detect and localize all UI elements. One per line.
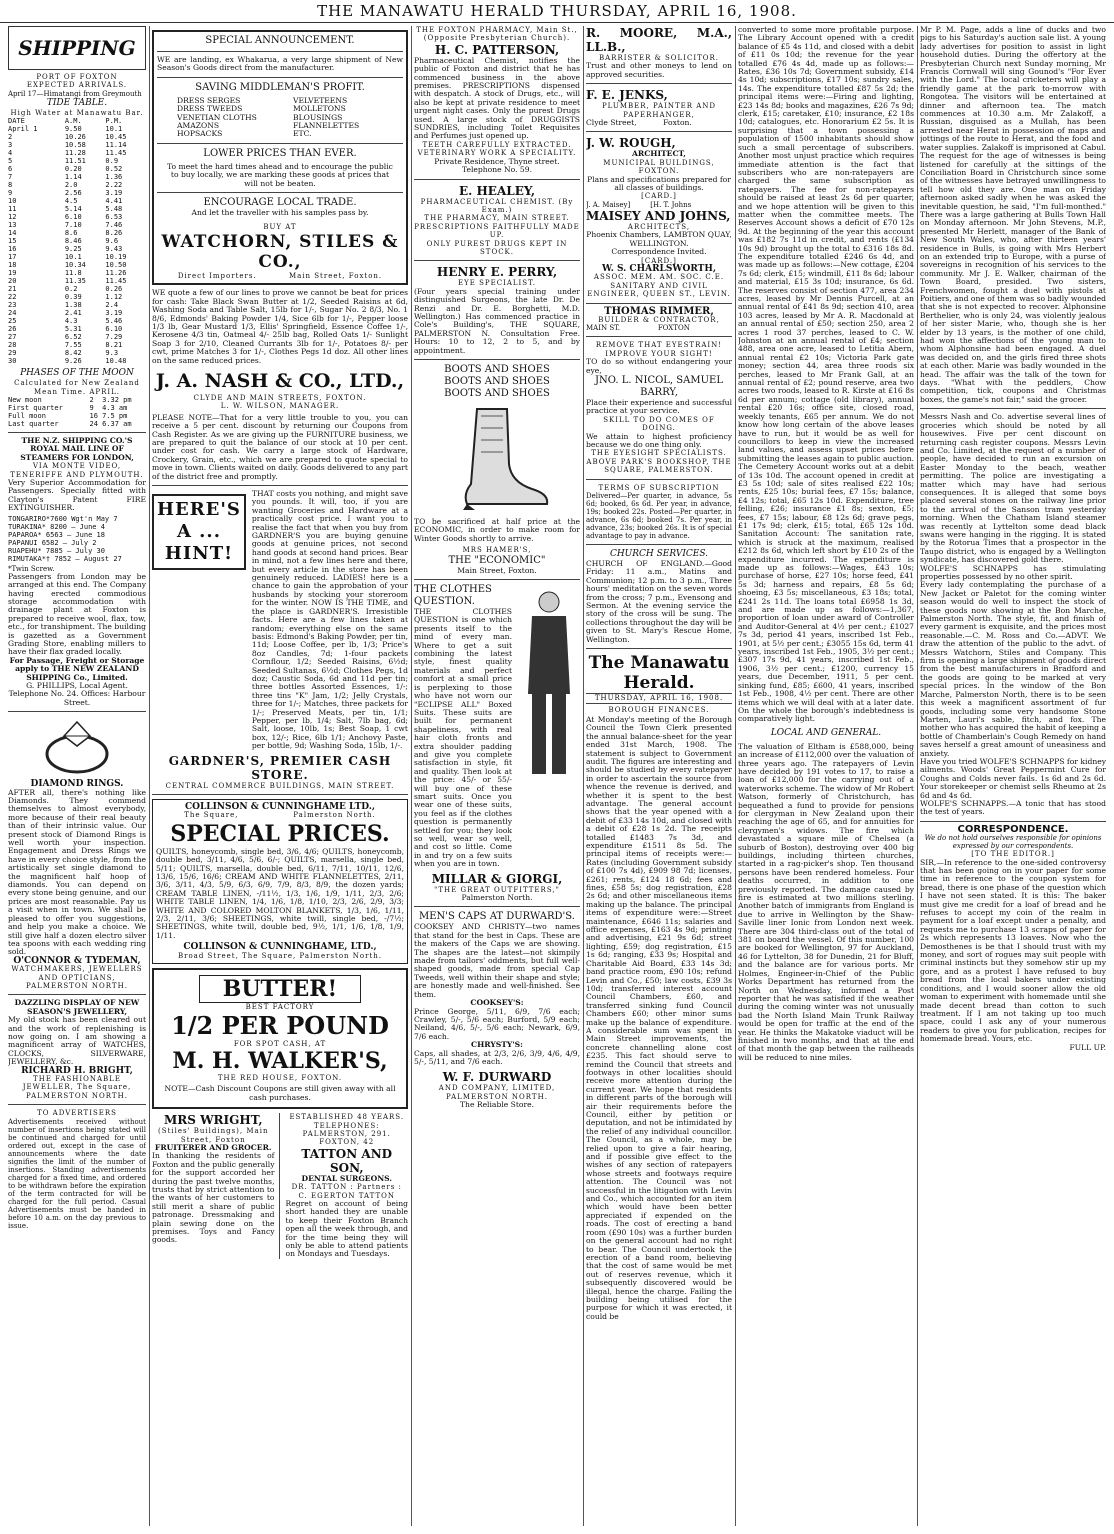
maisey-names: J. A. Maisey] [H. T. Johns xyxy=(586,200,692,209)
column-rule xyxy=(583,26,584,1526)
nash-name: J. A. NASH & CO., LTD., xyxy=(155,369,405,392)
purest-drugs-note: ONLY PUREST DRUGS KEPT IN STOCK. xyxy=(426,239,568,256)
tide-row: 30 9.26 10.48 xyxy=(8,357,127,366)
steamer-entry: RUAPEHU* 7885 — July 30 xyxy=(8,546,105,555)
goods-item: DRESS TWEEDS xyxy=(177,104,243,114)
column-3 xyxy=(414,26,580,1526)
charlsworth-trade: SANITARY AND CIVIL ENGINEER, QUEEN ST., LEVIN. xyxy=(587,281,731,299)
foxton-pharmacy-heading: THE FOXTON PHARMACY, Main St., (Opposite Presbyterian Church). xyxy=(416,26,578,43)
oconnor-tydeman-sub: WATCHMAKERS, JEWELLERS AND OPTICIANS, PALMERSTON NORTH. xyxy=(11,965,143,990)
diamond-ring-illustration xyxy=(22,716,132,776)
tatton-sub: DENTAL SURGEONS. xyxy=(301,1173,393,1183)
jenks-sub: PLUMBER, PAINTER AND PAPERHANGER, xyxy=(601,102,717,119)
perry-sub: EYE SPECIALIST. xyxy=(458,279,536,288)
wolfe-advert-2: WOLFE'S SCHNAPPS.—A tonic that has stood the test of years. xyxy=(920,798,1106,817)
wright-trade: FRUITERER AND GROCER. xyxy=(154,1142,272,1152)
moore-sub: BARRISTER & SOLICITOR. xyxy=(598,54,719,62)
nz-shipping-title: THE N.Z. SHIPPING CO.'S ROYAL MAIL LINE OF STEAMERS FOR LONDON, xyxy=(20,436,134,462)
borough-finances-title: BOROUGH FINANCES. xyxy=(608,705,710,714)
terms-heading: TERMS OF SUBSCRIPTION xyxy=(598,483,720,492)
butter-advert xyxy=(152,968,408,1109)
walker-note: NOTE—Cash Discount Coupons are still given away with all cash purchases. xyxy=(164,1084,396,1102)
tide-row: 9 2.56 3.19 xyxy=(8,189,123,198)
collinson-name-2: COLLINSON & CUNNINGHAME, LTD., xyxy=(183,942,377,953)
healey-address: THE PHARMACY, MAIN STREET. xyxy=(424,214,570,223)
tide-row: 27 6.52 7.29 xyxy=(8,333,123,342)
nz-shipping-body: Very Superior Accommodation for Passengers. Specially fitted with Clayton's Patent FIRE EXTINGUISHER. xyxy=(8,478,146,513)
dazzling-display-body: My old stock has been cleared out and the work of replenishing is now going on. I am showing a magnificent array of WATCHES, CLOCKS, SILVERWARE, JEWELLERY, &c. xyxy=(8,1015,146,1067)
tide-row: 19 11.8 11.26 xyxy=(8,269,127,278)
column-rule xyxy=(411,26,412,1526)
cookseys-heading: COOKSEY'S: xyxy=(470,998,524,1008)
encourage-local-trade: ENCOURAGE LOCAL TRADE. xyxy=(203,197,357,209)
tide-header-cell: P.M. xyxy=(105,117,123,126)
wright-address: (Stiles' Buildings), Main Street, Foxton xyxy=(158,1127,269,1144)
local-general-body: The valuation of Eltham is £588,000, being an increase of £112,000 over the valuation of three years ago. The ratepayers of Levin have decided by 191 votes to 17, to raise a loan of £12,000 for the carrying out of a waterworks scheme. The widow of Mr Robert Watson, formerly of Christchurch, has bequeathed a fund to provide for pensions for clergyman in New Zealand upon their reaching the age of 65, and for annuities for clergymen's widows. The fire which devastated a square mile of Chelsea (a suburb of Boston), destroying over 400 big buildings, including thirteen churches, started in a rag-picker's shop. Ten thousand persons have been rendered homeless. Four deaths occurred, in addition to one previously reported. The damage caused by fire is estimated at two millions sterling. Another batch of immigrants from England is due to arrive in Wellington by the Shaw-Saville liner Ionic from London next week. There are 304 third-class out of the total of 381 on board the vessel. Of this number, 100 are booked for Wellington, 97 for Auckland, 46 for Lyttelton, 38 for Dunedin, 21 for Bluff, and the balance are for various ports. Mr Holmes, Engineer-in-Chief of the Public Works Department has returned from the North on Wednesday, informed a Post reporter that he was satisfied if the weather during the coming winter was not unusually bad the North Island Main Trunk Railway would be open for traffic at the end of the year. He thinks the Makatoke viaduct will be finished in two months, and that at the end of that month the gap between the railheads will be reduced to nine miles. xyxy=(738,741,914,1062)
port-heading: PORT OF FOXTON xyxy=(36,73,118,81)
butter-title: BUTTER! xyxy=(199,975,361,1003)
healey-name: E. HEALEY, xyxy=(458,183,536,198)
gardner-name: GARDNER'S, PREMIER CASH STORE. xyxy=(168,753,392,782)
millar-address: Palmerston North. xyxy=(461,893,533,903)
tide-table-title: TIDE TABLE. xyxy=(46,97,108,108)
column-4 xyxy=(586,26,732,1526)
tide-row: 14 8.6 8.26 xyxy=(8,229,123,238)
goods-item: FLANNELETTES xyxy=(293,121,360,131)
cookseys-list: Prince George, 5/11, 6/9, 7/6 each; Crawley, 5/-, 5/6 each; Burford, 5/9 each; Neiland, 4/6, 5/-, 5/6 each; Newark, 6/9, 7/6 each. xyxy=(414,1006,580,1041)
tide-row: 26 5.31 6.10 xyxy=(8,325,123,334)
wright-body: In thanking the residents of Foxton and the public generally for the support accorded her during the past twelve months, trusts that by strict attention to the wants of her customers to still merit a share of public patronage. Dressmaking and plain sewing done on the premises. Toys and Fancy goods. xyxy=(152,1151,275,1245)
collinson-address-2: Broad Street, The Square, Palmerston North. xyxy=(177,951,383,960)
expected-arrivals-heading: EXPECTED ARRIVALS. xyxy=(26,81,128,90)
tatton-established: ESTABLISHED 48 YEARS. xyxy=(289,1113,405,1122)
wolfe-advert: WOLFE'S SCHNAPPS has stimulating properties possessed by no other spirit. xyxy=(920,563,1106,581)
correspondence-to-editor: [TO THE EDITOR.] xyxy=(971,850,1055,859)
steamer-entry: PAPAROA* 6563 — June 18 xyxy=(8,530,105,539)
goods-item: ETC. xyxy=(293,129,312,139)
richard-bright-sub: THE FASHIONABLE JEWELLER, The Square, PALMERSTON NORTH. xyxy=(22,1075,132,1100)
correspondence-body: SIR,—In reference to the one-sided controversy that has been going on in your paper for some time in reference to the coupon system for bread, there is one phase of the question which I have not seen stated. It is this: The baker must give me credit for a loaf of bread and he refuses to accept my coin of the realm in payment for a loaf except under a penalty, and requests me to purchase 13 scraps of paper for 2s which represents 13 loaves. Now who the Demosthenes is be that I should trust with my money, and sort of rogues may suit people with criminal instincts but they somehow stir up my gore, and as a protest I have refused to buy bread from the local bakers under existing conditions, and I would sooner allow the old woman to experiment with homemade until she made decent bread than cotton to such treatment. If I am not taking up too much space, could I ask any of your numerous readers to give you for publication, recipes for homemade bread. Yours, etc. xyxy=(920,857,1106,1044)
butter-price: 1/2 PER POUND xyxy=(171,1010,389,1040)
charlsworth-sub: ASSOC. MEM. AM. SOC. C.E. xyxy=(593,273,725,282)
millar-name: MILLAR & GIORGI, xyxy=(431,871,563,886)
tide-row: 21 0.2 0.26 xyxy=(8,285,123,294)
goods-item: VELVETEENS xyxy=(293,95,348,105)
tatton-telephones: TELEPHONES: PALMERSTON, 291. FOXTON, 42 xyxy=(302,1121,391,1147)
oconnor-tydeman: O'CONNOR & TYDEMAN, xyxy=(13,955,141,966)
steamer-entry: TONGARIRO*7600 Wgt'n May 7 xyxy=(8,514,118,523)
to-advertisers-title: TO ADVERTISERS xyxy=(37,1109,117,1118)
tide-row: 5 11.51 0.9 xyxy=(8,157,119,166)
tide-row: 18 10.34 10.50 xyxy=(8,261,127,270)
private-residence: Private Residence, Thyne street. Telephone No. 59. xyxy=(434,156,560,175)
correspondence-signature: FULL UP. xyxy=(1069,1042,1106,1052)
special-prices-title: SPECIAL PRICES. xyxy=(170,820,390,847)
column-rule xyxy=(149,26,150,1526)
goods-item: DRESS SERGES xyxy=(177,95,241,105)
local-general-title: LOCAL AND GENERAL. xyxy=(770,727,882,738)
christys-list: Caps, all shades, at 2/3, 2/6, 3/9, 4/6, 4/9, 5/-, 5/11, and 7/6 each. xyxy=(414,1048,580,1066)
rough-body: Plans and specifications prepared for all classes of buildings. xyxy=(587,174,731,193)
tide-table xyxy=(8,117,146,365)
goods-item: BLOUSINGS xyxy=(293,112,343,122)
tide-row: 15 8.46 9.6 xyxy=(8,237,119,246)
nz-shipping-body-2: Passengers from London may be arranged at this end. The Company having erected commodious storage accommodation with drainage plant at Foxton is prepared to receive wool, flax, tow, etc., for transhipment. The building is gazetted as a Government Grading Store, enabling millers to have their flax graded locally. xyxy=(8,571,146,657)
arrival-entry: April 17—Himatangi from Greymouth xyxy=(8,89,142,98)
goods-item: MOLLETONS xyxy=(293,104,346,114)
wright-name: MRS WRIGHT, xyxy=(163,1113,263,1128)
local-news-body-3: Every lady contemplating the purchase of a New Jacket or Paletot for the coming winter season would do well to inspect the stock of these goods now showing at the Bon Marche, Palmerston North. The style, fit, and finish of every garment is exquisite, and the prices most reasonable.—C. M. Ross and Co.—ADVT. We draw the attention of the public to the advt. of Messrs Watchorn, Stiles and Company. This firm is opening a large shipment of goods direct from the best manufacturers in Bradford and the goods are going to be marked at very special prices. In the window of the Bon Marche, Palmerston North, there is to be seen this week a magnificent assortment of fur goods, including some very handsome Stone Marten, Lauri's sable, fitch, and fox. The mother who has acquired the habit of keeping a bottle of Chamberlain's Cough Remedy on hand saves herself a great amount of uneasiness and anxiety. xyxy=(920,580,1106,758)
collinson-advert xyxy=(152,799,408,964)
maisey-sub: ARCHITECTS, xyxy=(627,222,691,231)
richard-bright: RICHARD H. BRIGHT, xyxy=(21,1065,133,1076)
nash-price-list: WE quote a few of our lines to prove we cannot be beat for prices for cash: Take Black Swan Butter at 1/2, Seeded Raisins at 6d, Washing Soda and Table Salt, 15lb for 1/-, Sugar No. 2 8/3, No. 1 8/6, Edmonds' Baking Powder 1/4, Sice 6lb for 1/-, Pepper loose 1/3 lb, Gear Mustard 1/3, Ellis' Springfield, Essence Coffee 1/-, Kerosene 4/3 tin, Oatmeal 4/- 25lb bag, Rolled Oats 1/- Sunlight Soap 3 for 2/10, Cleaned Currants 3lb for 1/-, Potatoes 8/- per cwt, prime Matches 3 for 1/-, Clothes Pegs 1d doz. All other lines on the same reduced prices. xyxy=(152,288,408,365)
tide-row: 24 2.41 3.19 xyxy=(8,309,123,318)
diamond-rings-title: DIAMOND RINGS. xyxy=(30,779,124,790)
moon-phase-row: Full moon 16 7.5 pm xyxy=(8,412,128,421)
tide-row: 6 0.20 0.52 xyxy=(8,165,123,174)
durward-sub: AND COMPANY, LIMITED, PALMERSTON NORTH. xyxy=(438,1084,556,1101)
gardner-body: THAT costs you nothing, and might save you pounds. It will, too, if you are wanting Groceries and Hardware at a practically cost price. I want you to realise the fact that when you buy from GARDNER'S you are buying genuine goods at genuine prices, not second hand goods at second hand prices. Bear in mind, not a few lines here and there, but every article in the store has been genuinely reduced. LADIES! here is a chance to gain the approbation of your husbands by stocking your storeroom for the winter. NOW IS THE TIME, and the place is GARDNER'S. Irresistible facts. Here are a few lines taken at random; everything else on the same basis: Edmond's Baking Powder, per tin, 11d; Loose Coffee, per lb, 1/3; Price's 8oz Candles, 7d; 1-four packets Cornflour, 1/2; Seeded Raisins, 6½d; Seeded Sultanas, 6½d; Clothes Pegs, 1d doz; Caustic Soda, 6d and 11d per tin; three bottles Assorted Essences, 1/-; three tins "K" Jam, 1/2; Jelly Crystals, three for 1/-; Matches, three packets for 1/-; Preserved Meats, per tin, 1/1; Pepper, per lb, 1/4; Salt, 7lb bag, 6d; Salt, loose, 10lb, 1s; Best Soap, 1 cwt box, 12/-; Rice, 6lb 1/1; Anchovy Paste, per bottle, 9d; Washing Soda, 15lb, 1/-. xyxy=(251,489,408,751)
herald-date: THURSDAY, APRIL 16, 1908. xyxy=(586,693,732,703)
collinson-name: COLLINSON & CUNNINGHAME LTD., xyxy=(184,802,376,812)
nash-address: CLYDE AND MAIN STREETS, FOXTON. xyxy=(193,393,367,402)
tide-row: 29 8.42 9.3 xyxy=(8,349,119,358)
butter-for-cash: FOR SPOT CASH, AT xyxy=(233,1039,327,1048)
saving-middleman: SAVING MIDDLEMAN'S PROFIT. xyxy=(195,81,365,93)
nicol-barry-name: JNO. L. NICOL, SAMUEL BARRY, xyxy=(595,374,723,398)
durward-name: W. F. DURWARD xyxy=(442,1070,552,1085)
special-prices-body: QUILTS, honeycomb, single bed, 3/6, 4/6; QUILTS, honeycomb, double bed, 3/11, 4/6, 5/6, 6/-; QUILTS, marsella, single bed, 5/11; QUILTS, marsella, double bed, 6/11, 7/11, 10/11, 12/6, 13/6, 15/6, 16/6; CREAM AND WHITE FLANNELETTES, 2/11, 3/6, 3/11, 4/3, 5/9, 6/3, 6/9, 7/9, 8/3, 8/9, the dozen yards; CREAM TABLE LINEN, -/11½, 1/3, 1/6, 1/9, 1/11, 2/3, 2/6; WHITE TABLE LINEN, 1/4, 1/6, 1/8, 1/10, 2/3, 2/6, 2/9, 3/3; WHITE AND COLORED MOLTON BLANKETS, 1/3, 1/6, 1/11, 2/3, 2/11, 3/6; SHEETINGS, white twill, single bed, -/7½; SHEETINGS, white twill, double bed, 9½, 1/1, 1/6, 1/8, 1/9, 1/11. xyxy=(156,846,404,940)
economic-body: TO be sacrificed at half price at the ECONOMIC, in order to make room for Winter Goods shortly to arrive. xyxy=(414,517,580,543)
steamer-entry: RIMUTAKA*† 7852 — August 27 xyxy=(8,554,122,563)
mens-caps-title: MEN'S CAPS AT DURWARD'S. xyxy=(419,911,575,923)
tide-row: 16 9.25 9.43 xyxy=(8,245,123,254)
local-news-body-2: Messrs Nash and Co. advertise several lines of groceries which should be noted by all housewives. Five per cent discount on returning cash register coupons. Messrs Levin and Co. Limited, at the request of a number of people, have decided to run an excursion on Easter Monday to the beach, weather permitting. The police are investigating a matter which may have had serious consequences. It is alleged that some boys placed several stones on the railway line prior to the arrival of the Sanson tram yesterday morning. When the Chatham Island steamer was recently at Lyttelton some dead black swans were hanging in the rigging. It is stated by the Rotorua Times that a prospector in the Taupo district, who is engaged by a Wellington syndicate, has discovered gold there. xyxy=(920,412,1106,565)
tide-row: 2 10.26 10.45 xyxy=(8,133,127,142)
boots-shoes-1: BOOTS AND SHOES xyxy=(444,364,550,375)
rough-name: J. W. ROUGH, xyxy=(586,136,676,151)
goods-item: HOPSACKS xyxy=(177,129,223,139)
goods-item: VENETIAN CLOTHS xyxy=(177,112,257,122)
moon-phase-row: New moon 2 3.32 pm xyxy=(8,396,132,405)
watchorn-address: Direct Importers. Main Street, Foxton. xyxy=(177,271,383,280)
church-services-title: CHURCH SERVICES. xyxy=(609,549,709,560)
rimmer-address: MAIN ST. FOXTON xyxy=(586,324,690,333)
moore-name: R. MOORE, M.A., LL.B., xyxy=(586,26,732,54)
moore-body: Trust and other moneys to lend on approved securities. xyxy=(586,61,732,79)
eyesight-specialists: THE EYESIGHT SPECIALISTS. xyxy=(591,449,727,458)
tide-row: 22 0.39 1.12 xyxy=(8,293,123,302)
charlsworth-name: W. S. CHARLSWORTH, xyxy=(602,263,716,274)
borough-finances-body: At Monday's meeting of the Borough Council the Town Clerk presented the annual balance-sheet for the year ended 31st March, 1908. The statement is subject to Government audit. The figures are interesting and should be studied by every ratepayer in order to ascertain the source from whence the revenue is derived, and whether it is spent to the best advantage. The general account shows that the year opened with a debit of £33 14s 10d, and closed with a debit of £28 1s 2d. The receipts totalled £1483 7s 3d, and expenditure £1511 8s 5d. The principal items of receipts were:—Rates (including Government subsidy of £100 7s 4d), £909 98 7d; licenses, £261; rents, £124 18 6d; fees and fines, £58 5s; dog registration, £28 2s 6d; and other miscellaneous items making up the balance. The principal items of expenditure were:—Street maintenance, £646 11s; salaries and office expenses, £163 4s 9d; printing and advertising, £21 9s 6d; street lighting, £59; dog registration, £15 1s 6d; ranging, £33 9s; Hospital and Charitable Aid Board, £33 14s 3d; band practice room, £90 10s; refund Levin and Co., £50; law costs, £39 3s 10d; transferred interest account Council Chambers, £60, and transferred sinking fund Council Chambers £60; other minor sums make up the balance of expenditure. A considerable sum was spent in Main Street improvements, the concrete channelling alone cost £235. This fact should serve to remind the Council that streets and footways in other localities should receive more attention during the current year. We hope that residents in different parts of the borough will air their requirements before the Council, either by petition or deputation, and not be intimidated by the relief of any individual councillor. The Council, as a whole, may be relied upon to give a fair hearing, and if possible give effect to the wishes of any section of ratepayers whose streets and footways require attention. The Council was not successful in the litigation with Levin and Co., which accounted for an item which would have been better appreciated if expended on the roads. The cost of erecting a band room (£90 10s) was a further burden on the general account had no right to bear. The Council undertook the erection of a band room, believing that the cost of same would be met out of reserves revenue, which it subsequently discovered would be illegal, hence the charge. Failing the building being utilised for the purpose for which it was erected, it could be xyxy=(586,714,732,1321)
nash-manager: L. W. WILSON, MANAGER. xyxy=(220,402,340,411)
nz-shipping-route: VIA MONTE VIDEO, TENERIFFE AND PLYMOUTH. xyxy=(10,462,144,479)
heres-a-hint-box: HERE'S A ... HINT! xyxy=(152,494,246,570)
maisey-correspondence: Correspondence Invited. xyxy=(611,247,707,257)
small-adverts: Have you tried WOLFE'S SCHNAPPS for kidney ailments. Woods' Great Peppermint Cure for Coughs and Colds never fails. 1s 6d and 2s 6d. Your storekeeper or chemist sells Rheumo at 2s 6d and 4s 6d. xyxy=(920,756,1106,800)
maisey-address: Phoenix Chambers, LAMBTON QUAY, WELLINGTON. xyxy=(586,230,732,248)
column-6 xyxy=(920,26,1106,1526)
lower-prices-body: To meet the hard times ahead and to encourage the public to buy locally, we are marking these goods at prices that will not be beaten. xyxy=(167,161,393,188)
goods-item: AMAZONS xyxy=(177,121,220,131)
tide-row: 12 6.10 6.53 xyxy=(8,213,123,222)
moon-phase-row: Last quarter 24 6.37 am xyxy=(8,420,132,429)
herald-nameplate: The Manawatu Herald. xyxy=(588,653,730,694)
shipping-logo: SHIPPING xyxy=(8,26,146,70)
tatton-name: TATTON AND SON, xyxy=(301,1146,393,1175)
rimmer-name: THOMAS RIMMER, xyxy=(604,305,714,317)
nz-shipping-apply: For Passage, Freight or Storage apply to THE NEW ZEALAND SHIPPING Co., Limited. xyxy=(9,655,145,682)
borough-finances-continued: converted to some more profitable purpose. The Library Account opened with a credit balance of £5 4s 11d, and closed with a debit of £11 0s 10d; the revenue for the year totalled £76 4s 4d, made up as follows:—Rates, £36 10s 7d; Government subsidy, £14 4s 10d; subscriptions, £17 10s; sundry sales, 14s. The expenditure totalled £87 5s 2d; the principal items were:—Firing and lighting, £23 14s 8d; books and magazines, £26 7s 9d; clerk, £15; caretaker, £10; insurance, £2 18s 10d; catalogues, etc. Honorarium £2 5s. It is surprising that a town possessing a population of 1500 inhabitants should show such a small percentage of subscribers. Another most unjust practice which requires immediate attention is the fact that subscribers who are non-ratepayers are charged the same subscription as ratepayers. The fee for non-ratepayers should be raised at least 2s 6d per quarter, and we hope attention will be given to this matter when the committee meets. The Reserves Account shows a deficit of £70 12s 9d. At the beginning of the year this account was £182 7s 11d in credit, and rents (£134 10s 9d) brought up the total to £316 18s 8d. The expenditure totalled £246 6s 4d, and was made up as follows:—New cottage, £204 7s 6d; clerk, £15; windmill, £11 8s 6d; labour and material, £15 3s 10d; insurance, 6s 6d. The reserves consist of section 477, area 234 acres, leased by Mr Dennis Purcell, at an annual rental of £41 8s 9d; section 410, area 103 acres, leased by Mr A. R. Macdonald at an annual rental of £50; section 250, area 2 acres 1 rood 37 perches, leased to C. W. Johnston at an annual rental of £4; section 488, area one acre, leased to Letitia Abern, annual rental £2 10s; Victoria Park gate money; section 44, area three roods six perches, leased to Mr Frank Gall, at an annual rental of £2; pound reserve, area two acres two roods, leased to R. Kirste at £16 8s 6d per annum; cottage (old library), annual rental £20 16s; office site, closed road, weekly tenants, £65 per annum. We do not know how long certain of the above leases have to run, but it would be as well for councillors to keep in view the increased land values, and assess upset prices before submitting the leases again to public auction. The Cemetery Account works out at a debit of 13s 10d. The account opened in credit at £3 5s 10d; sale of sites realised £22 10s; rents, £25 10s; burial fees, £7 15s; balance, £4 12s; total, £65 12s 10d. Expenditure, tree felling, £26; insurance £1 8s; sexton, £5; fees, £7 15s; labour, £8 12s 6d; grave pegs, £1 17s 9d; clerk, £15; total, £65 12s 10d. Sanitation Account: The sanitation rate, which is struck at the maximum, realised £212 8s 6d, which left short by £10 2s of the expenditure incurred. The expenditure is made up as follows:—Wages, £43 10s; purchase of horse, £27 10s; horse feed, £41 5s 3d; harness and repairs, £8 5s 6d; shoeing, £3 5s; miscellaneous, £3 18s; total, £241 2s 11d. The loans total £6958 1s 3d, and are made up as follows:—1,367, proportion of loan under award of Controller and Auditor-General at 4½ per cent.; £1027 7s 3d, period 41 years, inscribed 1st Feb., 1901, at 5½ per cent.; £3055 15s 6d, term 41 years, inscribed 1st Feb., 1905, 3½ per cent.; £307 17s 9d, 41 years, inscribed 1st Feb., 1906, 3½ per cent.; £1200, currency 15 years, due December, 1911, 5 per cent. sinking fund, £85; £600, 41 years, inscribed 1st Feb., 1908, 4½ per cent. There are other items which we will deal with at a later date. On the whole the borough's indebtedness is comparatively light. xyxy=(738,26,914,724)
jenks-name: F. E. JENKS, xyxy=(586,88,668,103)
steamer-list xyxy=(8,515,146,563)
moon-phases-subtitle: Calculated for New Zealand Mean Time. APRIL. xyxy=(14,379,140,396)
moon-phases-title: PHASES OF THE MOON xyxy=(20,368,134,379)
column-1 xyxy=(8,26,146,1526)
walker-name: M. H. WALKER'S, xyxy=(172,1047,388,1074)
patterson-body: Pharmaceutical Chemist, notifies the public of Foxton and district that he has commenced business in the above premises. PRESCRIPTIONS dispensed with despatch. A stock of Drugs, etc., will also be kept at private residence to meet urgent night cases. Only the purest Drugs used. A large stock of DRUGGISTS SUNDRIES, including Toilet Requisites and Perfumes just opened up. xyxy=(414,55,580,141)
christys-heading: CHRYSTY'S: xyxy=(471,1040,523,1050)
card-label-2: [CARD.] xyxy=(641,256,677,265)
dazzling-display-title: DAZZLING DISPLAY OF NEW SEASON'S JEWELLERY, xyxy=(14,998,140,1016)
boots-shoes-2: BOOTS AND SHOES xyxy=(444,376,550,387)
watchorn-advert xyxy=(152,30,408,285)
masthead: THE MANAWATU HERALD THURSDAY, APRIL 16, 1908. xyxy=(0,0,1114,23)
man-in-suit-illustration xyxy=(518,584,580,784)
collinson-address: The Square, Palmerston North. xyxy=(184,811,376,820)
column-5 xyxy=(738,26,914,1526)
prescriptions-note: PRESCRIPTIONS FAITHFULLY MADE UP. xyxy=(414,222,580,240)
lower-prices: LOWER PRICES THAN EVER. xyxy=(203,147,357,159)
butter-best: BEST FACTORY xyxy=(245,1003,315,1012)
tide-header-cell: DATE xyxy=(8,117,25,126)
to-advertisers-body: Advertisements received without number of insertions being stated will be continued and charged for until ordered out, except in the case of announcements where the date signifies the limit of the number of insertions. Standing advertisements charged for a fixed time, and ordered to be withdrawn before the expiration of the term contracted for will be charged for the full period. Casual Advertisements must be handed in before 10 a.m. on the day previous to issue. xyxy=(8,1117,146,1230)
tide-row: 10 4.5 4.41 xyxy=(8,197,123,206)
tide-row: 13 7.10 7.46 xyxy=(8,221,123,230)
eyestrain-heading: REMOVE THAT EYESTRAIN! IMPROVE YOUR SIGHT! xyxy=(595,341,723,358)
steamer-entry: PAPANUI 6582 — July 2 xyxy=(8,538,97,547)
gardner-address: CENTRAL COMMERCE BUILDINGS, MAIN STREET. xyxy=(165,781,395,790)
goods-list-left xyxy=(157,97,287,139)
reliable-store: The Reliable Store. xyxy=(459,1100,535,1110)
economic-address: Main Street, Foxton. xyxy=(457,565,537,575)
tide-row: 4 11.28 11.45 xyxy=(8,149,127,158)
skill-heading: SKILL TO DO COMES OF DOING. xyxy=(603,415,715,433)
perry-body: (Four years special training under distinguished Surgeons, the late Dr. De Renzi and Dr. E. Borghetti, M.D. Wellington.) Has commenced practice in Cole's Building's, THE SQUARE, PALMERSTON N. Consultation Free. Hours: 10 to 12, 2 to 5, and by appointment. xyxy=(414,286,580,355)
veterinary-work: VETERINARY WORK A SPECIALITY. xyxy=(417,149,577,158)
bottom-adverts xyxy=(152,1113,408,1259)
rough-address: MUNICIPAL BUILDINGS, FOXTON. xyxy=(603,158,715,176)
watchorn-name: WATCHORN, STILES & CO., xyxy=(161,231,399,272)
goods-list-right xyxy=(293,97,403,139)
jenks-address: Clyde Street, Foxton. xyxy=(586,118,692,128)
economic-name: THE "ECONOMIC" xyxy=(448,554,546,566)
tide-row: 11 5.14 5.48 xyxy=(8,205,123,214)
tide-row: 8 2.0 2.22 xyxy=(8,181,123,190)
column-2 xyxy=(152,26,408,1526)
tatton-body: Regret on account of being short handed they are unable to keep their Foxton Branch open all the week through, and for the time being they will only be able to attend patients on Mondays and Tuesdays. xyxy=(285,1198,408,1259)
nicol-body: Place their experience and successful practice at your service. xyxy=(586,397,732,416)
clothes-question-title: THE CLOTHES QUESTION. xyxy=(414,584,492,608)
rough-sub: ARCHITECT, xyxy=(632,149,686,159)
tatton-partners: DR. TATTON : Partners : C. EGERTON TATTON xyxy=(291,1183,402,1200)
local-news-body: Mr P. M. Page, adds a line of ducks and two pigs to his Saturday's auction sale list. A young lady advertises for position to assist in light household duties. During the offertory at the Presbyterian Church next Sunday morning, Mr Francis Cornwall will sing Gounod's "For Ever with the Lord." The local cricketers will play a friendly game at the park to-morrow with Rongotea. The visitors will be entertained at dinner and afternoon tea. The match commences at 10.30 a.m. Mr Zalakoff, a Russian, disguised as a Mullah, has been arrested near Herat in possession of maps and jottings of the route to Herat, and the food and water supplies. Zalakoff is imprisoned at Cabul. The request for the age of witnesses is being listened for carefully at the sittings of the Conciliation Board in Christchurch since some of the witnesses have betrayed unwillingness to tell how old they are. One man on Friday afternoon asked sadly when he was asked the inevitable question, he said, "I'm full-monthed." There was a large gathering at Bulls Town Hall on Monday afternoon. Mr John Stevens, M.P., presented Mr Herlett, manager of the Bank of New South Wales, who, after thirteen years' residence in Bulls, is going with Mrs Herbert on an extended trip to Europe, with a purse of sovereigns in recognition of his services to the community. Mr J. E. Walker, chairman of the Town Board, presided. Two sisters, Frenchwomen, fought a duel with pistols at Poitiers, and one of them was so badly wounded that she is not expected to recover. Alphonsine Berthelier, who is only 24, was violently jealous of her sister Marie, who, though she is her elder by 13 years, is the mother of one child, had won the affections of the young man to whom Alphonsine had been engaged. A duel was decided on, and the girls fired three shots at each other. Marie was badly wounded in the head. The affair was the talk of the town for days. "What with the peddlers, Chow competition, tick, coupons and Christmas boxes, the game's not fair," said the grocer. xyxy=(920,26,1106,404)
healey-sub: PHARMACEUTICAL CHEMIST. (By Exam.) xyxy=(420,197,574,214)
tide-row: 28 7.55 8.21 xyxy=(8,341,123,350)
moon-phases-table xyxy=(8,396,146,428)
rimmer-sub: BUILDER & CONTRACTOR, xyxy=(598,315,720,324)
special-announcement: SPECIAL ANNOUNCEMENT. xyxy=(205,35,355,46)
clothes-question-advert xyxy=(414,584,580,869)
encourage-body: And let the traveller with his samples pass by. xyxy=(191,208,369,218)
mens-caps-body: COOKSEY AND CHRISTY—two names that stand for the best in Caps. These are the makers of the Caps we are showing. The shapes are the latest—not skimpily made from tailors' oddments, but full well-shaped goods, made from special Cap Tweeds, well within their shape and style; are honestly made and well-finished. See them. xyxy=(414,922,580,999)
hamer-name: MRS HAMER'S, xyxy=(462,546,532,555)
perry-name: HENRY E. PERRY, xyxy=(436,265,558,280)
walker-address: THE RED HOUSE, FOXTON. xyxy=(217,1073,343,1082)
buy-at: BUY AT xyxy=(263,223,297,232)
eyesight-address: ABOVE PARK'S BOOKSHOP, THE SQUARE, PALMERSTON. xyxy=(586,457,732,475)
church-services-body: CHURCH OF ENGLAND.—Good Friday: 11 a.m., Matins and Communion; 12 p.m. to 3 p.m., Three hours' meditation on the seven words from the cross; 7 p.m., Evensong and Sermon. At the evening service the story of the cross will be sung. The collections throughout the day will be given to St. Mary's Rescue Home, Wellington. xyxy=(586,559,732,644)
boot-illustration xyxy=(437,404,557,514)
nash-body: PLEASE NOTE—That for a very little trouble to you, you can receive a 5 per cent. discount by returning our Coupons from Cash Register. As we are giving up the FURNITURE business, we are prepared to quit the balance of our stock at 10 per cent. under cost for cash. We carry a large stock of Hardware, Crockery, Grain, etc., which we are prepared to quote special to move in town. Clients waited on daily. Goods delivered to any part of the district free and promptly. xyxy=(152,412,408,481)
clothes-question-body: THE CLOTHES QUESTION is one which presents itself to the mind of every man. Where to get a suit combining the latest style, finest quality materials and perfect comfort at a small price is perplexing to those who have not worn our "ECLIPSE ALL" Boxed Suits. These suits are built for permanent shapeliness, with real hair cloth fronts and extra shoulder padding and give you complete satisfaction in style, fit and quality. Then look at the price: 45/- or 55/- will buy one of these smart suits. Once you wear one of these suits, you feel as if the clothes question is permanently settled for you; they look so well, wear so well, and cost so little. Come in and try on a few suits when you are in town. xyxy=(414,607,512,869)
tide-row: 3 10.58 11.14 xyxy=(8,141,127,150)
correspondence-note: We do not hold ourselves responsible for opinions expressed by our correspondents. xyxy=(924,834,1102,851)
twin-screw-note: *Twin Screw. xyxy=(8,564,55,573)
terms-body: Delivered—Per quarter, in advance, 5s 6d; booked, 6s 6d. Per year, in advance, 19s; booked 22s. Posted—Per quarter, in advance, 6s 6d; booked 7s. Per year, in advance, 23s; booked 26s. It is of special advantage to pay in advance. xyxy=(586,492,732,541)
boots-shoes-3: BOOTS AND SHOES xyxy=(444,388,550,399)
tide-row: 25 4.3 5.46 xyxy=(8,317,123,326)
column-rule xyxy=(735,26,736,1526)
tide-row: 7 1.14 1.36 xyxy=(8,173,123,182)
steamer-entry: TURAKINA* 8200 — June 4 xyxy=(8,522,105,531)
skill-body: We attain to highest proficiency because we do one thing only. xyxy=(586,431,732,449)
teeth-extracted: TEETH CAREFULLY EXTRACTED. xyxy=(422,140,572,149)
maisey-name: MAISEY AND JOHNS, xyxy=(586,208,731,223)
tide-header-cell: A.M. xyxy=(64,117,82,126)
diamond-rings-body: AFTER all, there's nothing like Diamonds. They commend themselves to almost everybody, more because of their real beauty than of their intrinsic value. Our present stock of Diamond Rings is well worth your inspection. Engagement and Dress Rings we have in every choice style, from the artistically set single diamond to the magnificent half hoop of diamonds. You can depend on every stone being genuine, and our prices are most reasonable. Pay us a visit when in town. We shall be pleased to offer you suggestions, and help you make a choice. We still give half a dozen electro silver tea spoons with each wedding ring sold. xyxy=(8,787,146,957)
tide-row: 20 11.35 11.45 xyxy=(8,277,127,286)
tide-row: 23 1.38 2.4 xyxy=(8,301,119,310)
card-label: [CARD.] xyxy=(641,192,677,201)
special-announcement-body: WE are landing, ex Whakarua, a very large shipment of New Season's Goods direct from the manufacturer. xyxy=(157,55,403,73)
tide-row: 17 10.1 10.19 xyxy=(8,253,127,262)
eyestrain-body: TO do so without endangering your eye, xyxy=(586,357,732,375)
local-agent: G. PHILLIPS, Local Agent. Telephone No. 24. Offices: Harbour Street. xyxy=(8,680,146,707)
moon-phase-row: First quarter 9 4.3 am xyxy=(8,404,128,413)
correspondence-title: CORRESPONDENCE. xyxy=(957,823,1069,835)
column-rule xyxy=(917,26,918,1526)
goods-list xyxy=(157,97,403,139)
patterson-name: H. C. PATTERSON, xyxy=(434,42,560,57)
gardner-advert xyxy=(152,490,408,751)
millar-sub: "THE GREAT OUTFITTERS," xyxy=(434,885,560,894)
tide-table-subtitle: High Water at Manawatu Bar. xyxy=(10,108,144,117)
tide-row: April 1 9.50 10.1 xyxy=(8,125,123,134)
